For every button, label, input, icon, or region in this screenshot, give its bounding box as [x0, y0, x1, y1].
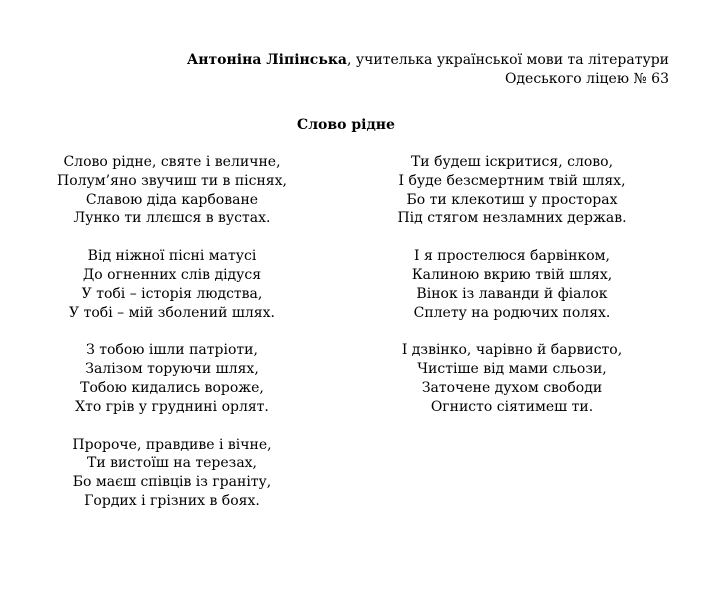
stanza [352, 247, 672, 322]
poem-title: Слово рідне [297, 117, 395, 133]
poem-line: Чистіше від мами сльози, [417, 361, 607, 378]
stanza [12, 153, 332, 228]
poem-line: Славою діда карбоване [85, 191, 259, 208]
poem-line: Залізом торуючи шлях, [85, 361, 259, 378]
poem-line: Ти будеш іскритися, слово, [410, 154, 614, 170]
poem-line: Гордих і грізних в боях. [84, 492, 260, 509]
poem-line: Під стягом незламних держав. [397, 210, 627, 227]
poem-line: Калиною вкрию твій шлях, [411, 266, 613, 283]
stanza [12, 247, 332, 322]
poem-line: Полум’яно звучиш ти в піснях, [57, 172, 287, 189]
author-role: , учителька української мови та літератури [347, 52, 669, 68]
poem-line: Вінок із лаванди й фіалок [416, 285, 608, 302]
poem-line: І буде безсмертним твій шлях, [398, 172, 626, 189]
poem-line: У тобі – історія людства, [81, 285, 263, 302]
poem-line: Ти вистоїш на терезах, [86, 455, 258, 472]
poem-line: Слово рідне, святе і величне, [63, 154, 281, 170]
author-block [187, 51, 669, 89]
poem-line: Огнисто сіятимеш ти. [430, 398, 594, 415]
poem-line: Бо маєш співців із граніту, [72, 474, 272, 491]
poem-line: Пророче, правдиве і вічне, [72, 436, 272, 453]
poem-line: У тобі – мій зболений шлях. [69, 304, 275, 321]
stanza [12, 341, 332, 416]
poem-line: Бо ти клекотиш у просторах [406, 191, 618, 208]
poem-line: До огненних слів дідуся [82, 266, 262, 283]
author-name: Антоніна Ліпінська [186, 52, 347, 68]
poem-line: Сплету на родючих полях. [413, 304, 611, 321]
poem-column-right [352, 153, 672, 436]
poem-line: Від ніжної пісні матусі [87, 248, 257, 265]
poem-line: І я простелюся барвінком, [413, 248, 610, 265]
poem-column-left [12, 153, 332, 530]
stanza [352, 153, 672, 228]
stanza [352, 341, 672, 416]
poem-line: З тобою ішли патріоти, [86, 342, 258, 359]
poem-line: Лунко ти ллєшся в вустах. [73, 210, 271, 227]
poem-line: Тобою кидались вороже, [80, 379, 264, 396]
poem-line: Заточене духом свободи [421, 379, 603, 396]
poem-line: Хто грів у груднині орлят. [75, 398, 269, 415]
poem-line: І дзвінко, чарівно й барвисто, [401, 342, 623, 359]
stanza [12, 436, 332, 511]
author-line [187, 51, 669, 70]
author-school: Одеського ліцею № 63 [504, 71, 669, 87]
